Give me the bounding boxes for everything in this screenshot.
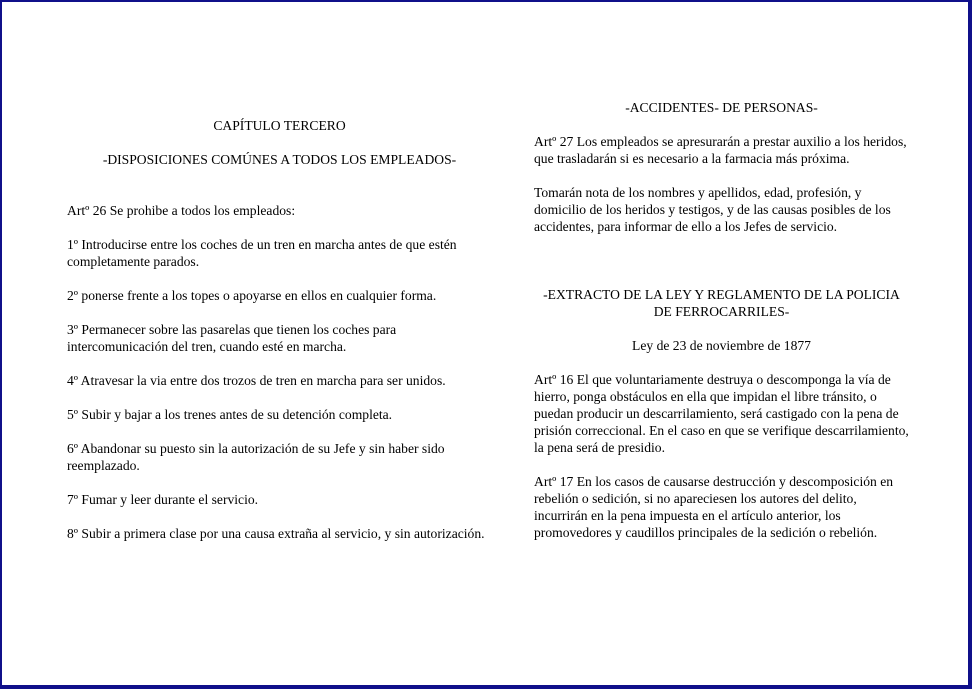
rule-3: 3º Permanecer sobre las pasarelas que tienen los coches para intercomunicación del tren, cuando esté en marcha. bbox=[67, 322, 397, 354]
section-heading: -DISPOSICIONES COMÚNES A TODOS LOS EMPLEADOS- bbox=[102, 152, 457, 167]
rule-4: 4º Atravesar la via entre dos trozos de tren en marcha para ser unidos. bbox=[67, 373, 446, 388]
rule-7: 7º Fumar y leer durante el servicio. bbox=[67, 492, 259, 507]
rule-2: 2º ponerse frente a los topes o apoyarse en ellos en cualquier forma. bbox=[67, 288, 437, 303]
chapter-heading: CAPÍTULO TERCERO bbox=[213, 118, 346, 133]
left-column bbox=[67, 117, 492, 542]
rule-5: 5º Subir y bajar a los trenes antes de su detención completa. bbox=[67, 407, 393, 422]
accidents-notes: Tomarán nota de los nombres y apellidos, edad, profesión, y domicilio de los heridos y testigos, y de las causas posibles de los accidentes, para informar de ello a los Jefes de servicio. bbox=[534, 185, 891, 234]
article-26: Artº 26 Se prohibe a todos los empleados: bbox=[67, 203, 296, 218]
law-date: Ley de 23 de noviembre de 1877 bbox=[632, 338, 811, 353]
article-27: Artº 27 Los empleados se apresurarán a prestar auxilio a los heridos, que trasladarán si es necesario a la farmacia más próxima. bbox=[534, 134, 907, 166]
article-16: Artº 16 El que voluntariamente destruya o descomponga la vía de hierro, ponga obstáculos en ella que impidan el libre tránsito, o puedan producir un descarrilamiento, será castigado con la pena de prisión correccional. En el caso en que se verifique descarrilamiento, la pena será de presidio. bbox=[534, 372, 909, 455]
accidents-heading: -ACCIDENTES- DE PERSONAS- bbox=[625, 100, 818, 115]
rule-8: 8º Subir a primera clase por una causa extraña al servicio, y sin autorización. bbox=[67, 526, 485, 541]
rule-1: 1º Introducirse entre los coches de un tren en marcha antes de que estén completamente parados. bbox=[67, 237, 457, 269]
article-17: Artº 17 En los casos de causarse destrucción y descomposición en rebelión o sedición, si no apareciesen los autores del delito, incurrirán en la pena impuesta en el artículo anterior, los promovedores y caudillos principales de la sedición o rebelión. bbox=[534, 474, 894, 540]
extract-heading: -EXTRACTO DE LA LEY Y REGLAMENTO DE LA POLICIA DE FERROCARRILES- bbox=[543, 287, 900, 319]
rule-6: 6º Abandonar su puesto sin la autorización de su Jefe y sin haber sido reemplazado. bbox=[67, 441, 445, 473]
right-column bbox=[534, 99, 909, 541]
